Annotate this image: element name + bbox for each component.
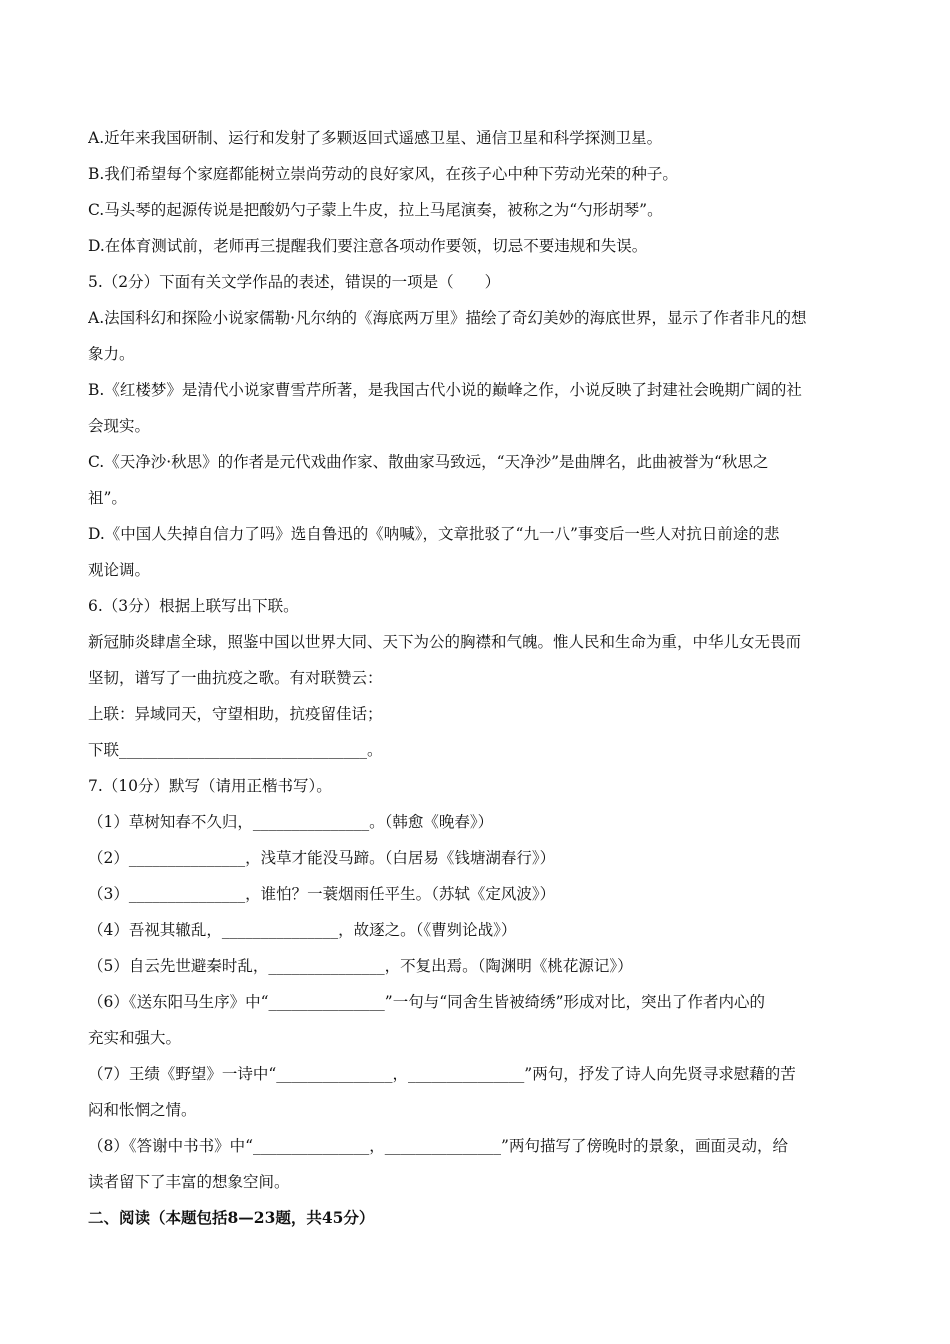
exam-page bbox=[88, 120, 868, 1236]
q7-item-3: （3）_______________，谁怕？一蓑烟雨任平生。（苏轼《定风波》） bbox=[88, 885, 556, 903]
q7-item-8-line2: 读者留下了丰富的想象空间。 bbox=[88, 1173, 290, 1191]
q7-item-5: （5）自云先世避秦时乱，_______________，不复出焉。（陶渊明《桃花源记》） bbox=[88, 957, 633, 975]
q4-option-d: D.在体育测试前，老师再三提醒我们要注意各项动作要领，切忌不要违规和失误。 bbox=[88, 237, 648, 255]
q5-option-a-line1: A.法国科幻和探险小说家儒勒·凡尔纳的《海底两万里》描绘了奇幻美妙的海底世界，显示了作者非凡的想 bbox=[88, 309, 807, 327]
q5-stem: 5.（2分）下面有关文学作品的表述，错误的一项是（ ） bbox=[88, 273, 501, 291]
q7-item-7-line2: 闷和怅惘之情。 bbox=[88, 1101, 197, 1119]
q6-stem: 6.（3分）根据上联写出下联。 bbox=[88, 597, 299, 615]
q7-item-1: （1）草树知春不久归，_______________。（韩愈《晚春》） bbox=[88, 813, 494, 831]
q7-item-6-line1: （6）《送东阳马生序》中“_______________”一句与“同舍生皆被绮绣”形成对比，突出了作者内心的 bbox=[88, 993, 766, 1011]
q5-option-b-line2: 会现实。 bbox=[88, 417, 151, 435]
q7-item-6-line2: 充实和强大。 bbox=[88, 1029, 182, 1047]
q5-option-d-line1: D.《中国人失掉自信力了吗》选自鲁迅的《呐喊》，文章批驳了“九一八”事变后一些人对抗日前途的悲 bbox=[88, 525, 780, 543]
q6-passage-line1: 新冠肺炎肆虐全球，照鉴中国以世界大同、天下为公的胸襟和气魄。惟人民和生命为重，中华儿女无畏而 bbox=[88, 633, 802, 651]
q7-item-2: （2）_______________，浅草才能没马蹄。（白居易《钱塘湖春行》） bbox=[88, 849, 556, 867]
q6-passage-line2: 坚韧，谱写了一曲抗疫之歌。有对联赞云： bbox=[88, 669, 383, 687]
q5-option-c-line1: C.《天净沙·秋思》的作者是元代戏曲作家、散曲家马致远，“天净沙”是曲牌名，此曲被誉为“秋思之 bbox=[88, 453, 769, 471]
q5-option-a-line2: 象力。 bbox=[88, 345, 135, 363]
section-2-heading: 二、阅读（本题包括8—23题，共45分） bbox=[88, 1208, 375, 1227]
q7-item-4: （4）吾视其辙乱，_______________，故逐之。（《曹刿论战》） bbox=[88, 921, 517, 939]
q4-option-b: B.我们希望每个家庭都能树立崇尚劳动的良好家风，在孩子心中种下劳动光荣的种子。 bbox=[88, 165, 678, 183]
q7-stem: 7.（10分）默写（请用正楷书写）。 bbox=[88, 777, 332, 795]
q5-option-c-line2: 祖”。 bbox=[88, 489, 127, 507]
q5-option-b-line1: B.《红楼梦》是清代小说家曹雪芹所著，是我国古代小说的巅峰之作，小说反映了封建社会晚期广阔的社 bbox=[88, 381, 802, 399]
q6-upper-couplet: 上联：异域同天，守望相助，抗疫留佳话； bbox=[88, 705, 383, 723]
q4-option-c: C.马头琴的起源传说是把酸奶勺子蒙上牛皮，拉上马尾演奏，被称之为“勺形胡琴”。 bbox=[88, 201, 663, 219]
q6-lower-couplet-blank: 下联________________________________。 bbox=[88, 741, 383, 759]
q7-item-8-line1: （8）《答谢中书书》中“_______________，_______________”两句描写了傍晚时的景象，画面灵动，给 bbox=[88, 1137, 788, 1155]
q7-item-7-line1: （7）王绩《野望》一诗中“_______________，_______________”两句，抒发了诗人向先贤寻求慰藉的苦 bbox=[88, 1065, 796, 1083]
q5-option-d-line2: 观论调。 bbox=[88, 561, 151, 579]
q4-option-a: A.近年来我国研制、运行和发射了多颗返回式遥感卫星、通信卫星和科学探测卫星。 bbox=[88, 129, 663, 147]
